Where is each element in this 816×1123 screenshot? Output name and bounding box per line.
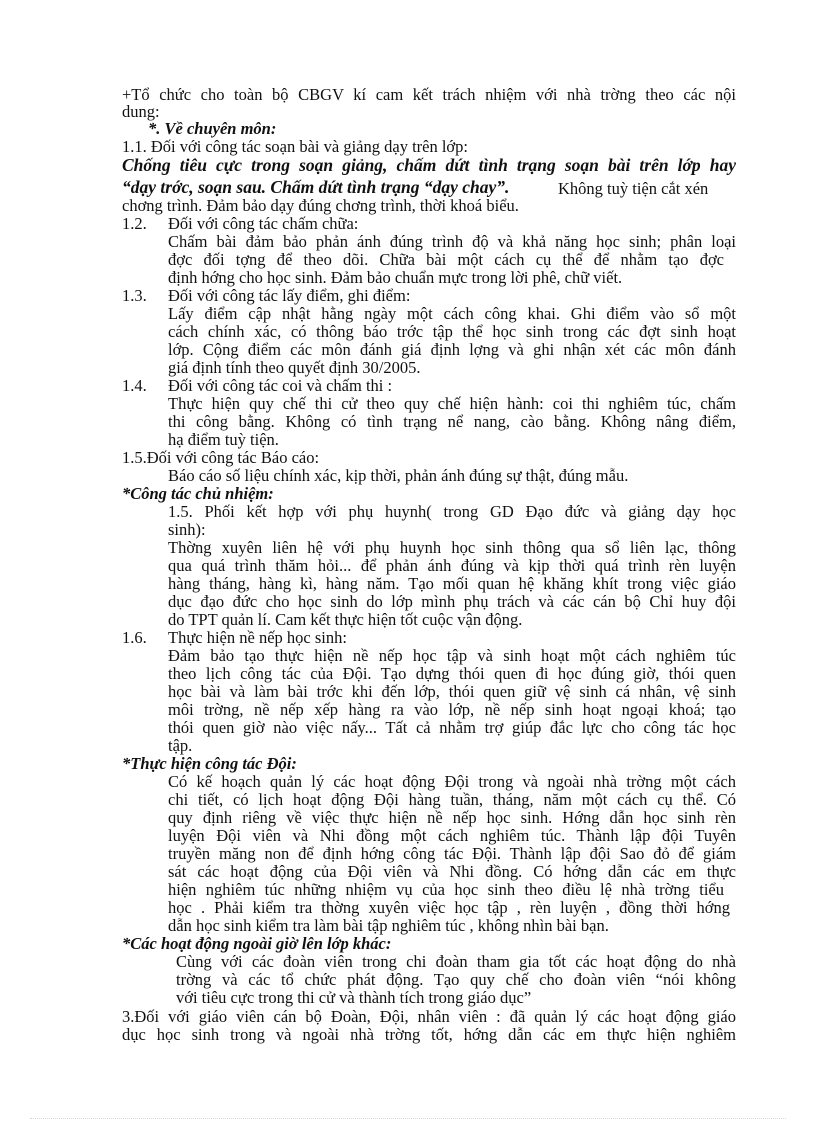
paragraph-line: Thực hiện quy chế thi cử theo quy chế hiện hành: coi thi nghiêm túc, chấm	[168, 394, 736, 413]
paragraph-line: hạ điểm tuỳ tiện.	[168, 430, 279, 449]
paragraph-line: trờng và các tổ chức phát động. Tạo quy chế cho đoàn viên “nói không	[176, 970, 736, 989]
paragraph-line: Có kế hoạch quản lý các hoạt động Đội trong và ngoài nhà trờng một cách	[168, 772, 736, 791]
page-footer-divider	[30, 1118, 786, 1119]
paragraph-line: sát các hoạt động của Đội viên và Nhi đồng. Có hớng dẫn các em thực	[168, 862, 736, 881]
section-heading: *Các hoạt động ngoài giờ lên lớp khác:	[122, 934, 392, 953]
paragraph-line: học bài và làm bài trớc khi đến lớp, thói quen giữ vệ sinh cá nhân, vệ sinh	[168, 682, 736, 701]
paragraph-line: dục đạo đức cho học sinh do lớp mình phụ trách và các cán bộ Chỉ huy đội	[168, 592, 736, 611]
paragraph-line: dẫn học sinh kiểm tra làm bài tập nghiêm túc , không nhìn bài bạn.	[168, 916, 609, 935]
paragraph-line: Đảm bảo tạo thực hiện nề nếp học tập và sinh hoạt một cách nghiêm túc	[168, 646, 736, 665]
paragraph-line: Lấy điểm cập nhật hằng ngày một cách công khai. Ghi điểm vào sổ một	[168, 304, 736, 323]
paragraph-line: chơng trình. Đảm bảo dạy đúng chơng trình, thời khoá biểu.	[122, 196, 519, 215]
paragraph-line: chi tiết, có lịch hoạt động Đội hàng tuần, tháng, năm một cách cụ thể. Có	[168, 790, 736, 809]
paragraph-line: thi công bằng. Không có tình trạng nể nang, cào bằng. Không nâng điểm,	[168, 412, 736, 431]
paragraph-line: định hớng cho học sinh. Đảm bảo chuẩn mực trong lời phê, chữ viết.	[168, 268, 623, 287]
paragraph-line: với tiêu cực trong thi cử và thành tích trong giáo dục”	[176, 988, 532, 1007]
paragraph-line: đợc đối tợng để theo dõi. Chữa bài một cách cụ thể để nhằm tạo đợc	[168, 250, 724, 269]
item-number: 1.4.	[122, 376, 147, 395]
section-heading: *. Về chuyên môn:	[148, 119, 277, 138]
paragraph-line: luyện Đội viên và Nhi đồng một cách nghiêm túc. Thành lập đội Tuyên	[168, 826, 736, 845]
paragraph-line: Không tuỳ tiện cắt xén	[558, 179, 709, 198]
paragraph-line: truyền măng non để định hớng công tác Đội. Thành lập đội Sao đỏ để giám	[168, 844, 736, 863]
paragraph-line: Báo cáo số liệu chính xác, kịp thời, phản ánh đúng sự thật, đúng mẫu.	[168, 466, 629, 485]
paragraph-line: môi trờng, nề nếp xếp hàng ra vào lớp, nề nếp sinh hoạt ngoại khoá; tạo	[168, 700, 736, 719]
paragraph-line: cách chính xác, có thông báo trớc tập thể học sinh trong các đợt sinh hoạt	[168, 322, 736, 341]
paragraph-line: quy định riêng về việc thực hiện nề nếp học sinh. Hớng dẫn học sinh rèn	[168, 808, 736, 827]
subsection-heading: Đối với công tác coi và chấm thi :	[168, 376, 393, 395]
paragraph-line: +Tổ chức cho toàn bộ CBGV kí cam kết trách nhiệm với nhà trờng theo các nội	[122, 85, 736, 104]
emphasis-line: “dạy trớc, soạn sau. Chấm dứt tình trạng “dạy chay”.	[122, 177, 510, 197]
subsection-heading: Đối với công tác lấy điểm, ghi điểm:	[168, 286, 411, 305]
subsection-heading: 1.5.Đối với công tác Báo cáo:	[122, 448, 320, 467]
section-heading: *Công tác chủ nhiệm:	[122, 484, 274, 503]
item-number: 1.2.	[122, 214, 147, 233]
paragraph-line: giá định tính theo quyết định 30/2005.	[168, 358, 421, 377]
paragraph-line: do TPT quản lí. Cam kết thực hiện tốt cuộc vận động.	[168, 610, 523, 629]
section-heading: *Thực hiện công tác Đội:	[122, 754, 297, 773]
paragraph-line: sinh):	[168, 520, 206, 539]
paragraph-line: dục học sinh trong và ngoài nhà trờng tốt, hớng dẫn các em thực hiện nghiêm	[122, 1025, 736, 1044]
subsection-heading: 1.5. Phối kết hợp với phụ huynh( trong GD Đạo đức và giảng dạy học	[168, 502, 736, 521]
emphasis-line: Chống tiêu cực trong soạn giảng, chấm dứt tình trạng soạn bài trên lớp hay	[122, 155, 736, 175]
paragraph-line: học . Phải kiểm tra thờng xuyên việc học tập , rèn luyện , đồng thời hớng	[168, 898, 730, 917]
subsection-heading: 1.1. Đối với công tác soạn bài và giảng dạy trên lớp:	[122, 137, 468, 156]
paragraph-line: thói quen giờ nào việc nấy... Tất cả nhằm trợ giúp đắc lực cho công tác học	[168, 718, 736, 737]
paragraph-line: qua quá trình thăm hỏi... để phản ánh đúng và kịp thời quá trình rèn luyện	[168, 556, 736, 575]
paragraph-line: hàng tháng, hàng kì, hàng năm. Tạo mối quan hệ khăng khít trong việc giáo	[168, 574, 736, 593]
paragraph-line: 3.Đối với giáo viên cán bộ Đoàn, Đội, nhân viên : đã quản lý các hoạt động giáo	[122, 1007, 736, 1026]
subsection-heading: Thực hiện nề nếp học sinh:	[168, 628, 347, 647]
paragraph-line: hiện nghiêm túc những nhiệm vụ của học sinh theo điều lệ nhà trờng tiểu	[168, 880, 724, 899]
paragraph-line: lớp. Cộng điểm các môn đánh giá định lợng và ghi nhận xét các môn đánh	[168, 340, 736, 359]
paragraph-line: Chấm bài đảm bảo phản ánh đúng trình độ và khả năng học sinh; phân loại	[168, 232, 736, 251]
paragraph-line: Cùng với các đoàn viên trong chi đoàn tham gia tốt các hoạt động do nhà	[176, 952, 736, 971]
item-number: 1.3.	[122, 286, 147, 305]
paragraph-line: tập.	[168, 736, 193, 755]
paragraph-line: theo lịch công tác của Đội. Tạo dựng thói quen đi học đúng giờ, thói quen	[168, 664, 736, 683]
paragraph-line: dung:	[122, 102, 160, 121]
item-number: 1.6.	[122, 628, 147, 647]
paragraph-line: Thờng xuyên liên hệ với phụ huynh học sinh thông qua sổ liên lạc, thông	[168, 538, 736, 557]
subsection-heading: Đối với công tác chấm chữa:	[168, 214, 359, 233]
